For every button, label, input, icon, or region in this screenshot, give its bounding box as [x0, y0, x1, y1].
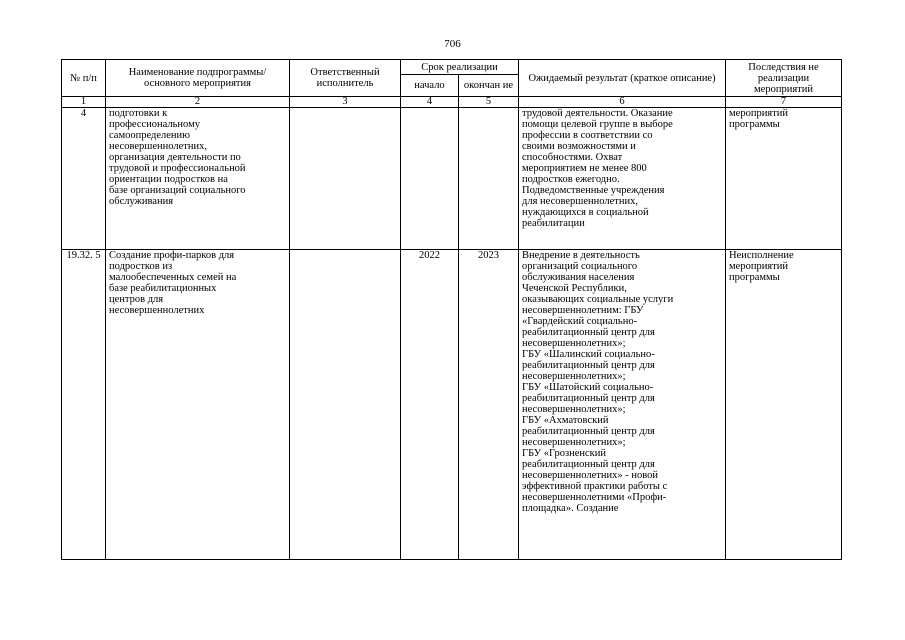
text-line: реабилитации — [522, 218, 585, 229]
text-line: Подведомственные учреждения — [522, 185, 665, 196]
text-line: профессиональному — [109, 119, 200, 130]
row-num: 4 — [62, 108, 106, 250]
text-line: способностями. Охват — [522, 152, 623, 163]
column-number: 4 — [401, 97, 459, 108]
text-line: профессии в соответствии со — [522, 130, 653, 141]
text-line: реабилитационный центр для — [522, 393, 655, 404]
text-line: реабилитационный центр для — [522, 459, 655, 470]
text-line: подготовки к — [109, 108, 168, 119]
text-line: эффективной практики работы с — [522, 481, 668, 492]
text-line: несовершеннолетних»; — [522, 371, 626, 382]
row-name — [106, 250, 290, 560]
text-line: обслуживания населения — [522, 272, 635, 283]
text-line: обслуживания — [109, 196, 174, 207]
column-number: 6 — [519, 97, 726, 108]
column-number: 1 — [62, 97, 106, 108]
row-responsible — [290, 108, 401, 250]
header-end: окончан ие — [459, 75, 519, 97]
text-line: несовершеннолетними «Профи- — [522, 492, 667, 503]
table-row — [62, 250, 842, 560]
row-result — [519, 108, 726, 250]
text-line: Чеченской Республики, — [522, 283, 627, 294]
text-line: площадка». Создание — [522, 503, 619, 514]
program-table — [61, 59, 842, 560]
text-line: для несовершеннолетних, — [522, 196, 639, 207]
text-line: центров для — [109, 294, 164, 305]
text-line: несовершеннолетних»; — [522, 437, 626, 448]
header-name: Наименование подпрограммы/ основного мероприятия — [106, 60, 290, 97]
text-line: помощи целевой группе в выборе — [522, 119, 673, 130]
header-responsible: Ответственный исполнитель — [290, 60, 401, 97]
text-line: несовершеннолетним: ГБУ — [522, 305, 644, 316]
column-number: 3 — [290, 97, 401, 108]
table-row — [62, 108, 842, 250]
text-line: трудовой и профессиональной — [109, 163, 246, 174]
text-line: Неисполнение — [729, 250, 794, 261]
text-line: базе организаций социального — [109, 185, 246, 196]
text-line: трудовой деятельности. Оказание — [522, 108, 673, 119]
text-line: мероприятием не менее 800 — [522, 163, 647, 174]
text-line: организация деятельности по — [109, 152, 241, 163]
text-line: несовершеннолетних» - новой — [522, 470, 658, 481]
row-end: 2023 — [459, 250, 519, 560]
column-number: 7 — [726, 97, 842, 108]
text-line: ГБУ «Ахматовский — [522, 415, 609, 426]
text-line: своими возможностями и — [522, 141, 636, 152]
text-line: подростков ежегодно. — [522, 174, 620, 185]
text-line: базе реабилитационных — [109, 283, 217, 294]
text-line: несовершеннолетних»; — [522, 338, 626, 349]
text-line: реабилитационный центр для — [522, 327, 655, 338]
header-period: Срок реализации — [401, 60, 519, 75]
text-line: ГБУ «Шатойский социально- — [522, 382, 654, 393]
row-start: 2022 — [401, 250, 459, 560]
text-line: организаций социального — [522, 261, 638, 272]
text-line: самоопределению — [109, 130, 190, 141]
row-end — [459, 108, 519, 250]
column-number: 5 — [459, 97, 519, 108]
text-line: Создание профи-парков для — [109, 250, 235, 261]
header-consequences: Последствия не реализации мероприятий — [726, 60, 842, 97]
text-line: подростков из — [109, 261, 173, 272]
text-line: реабилитационный центр для — [522, 426, 655, 437]
text-line: оказывающих социальные услуги — [522, 294, 674, 305]
text-line: программы — [729, 272, 780, 283]
header-result: Ожидаемый результат (краткое описание) — [519, 60, 726, 97]
column-number-row — [62, 97, 842, 108]
text-line: малообеспеченных семей на — [109, 272, 237, 283]
text-line: несовершеннолетних, — [109, 141, 207, 152]
text-line: мероприятий — [729, 108, 788, 119]
row-consequences — [726, 108, 842, 250]
row-num: 19.32. 5 — [62, 250, 106, 560]
text-line: «Гвардейский социально- — [522, 316, 638, 327]
row-name — [106, 108, 290, 250]
row-responsible — [290, 250, 401, 560]
page-number: 706 — [444, 38, 461, 50]
text-line: ГБУ «Шалинский социально- — [522, 349, 655, 360]
text-line: Внедрение в деятельность — [522, 250, 640, 261]
header-start: начало — [401, 75, 459, 97]
text-line: реабилитационный центр для — [522, 360, 655, 371]
text-line: несовершеннолетних — [109, 305, 205, 316]
text-line: несовершеннолетних»; — [522, 404, 626, 415]
column-number: 2 — [106, 97, 290, 108]
text-line: мероприятий — [729, 261, 788, 272]
text-line: нуждающихся в социальной — [522, 207, 649, 218]
row-result — [519, 250, 726, 560]
row-start — [401, 108, 459, 250]
text-line: ГБУ «Грозненский — [522, 448, 607, 459]
text-line: программы — [729, 119, 780, 130]
text-line: ориентации подростков на — [109, 174, 228, 185]
header-num: № п/п — [62, 60, 106, 97]
row-consequences — [726, 250, 842, 560]
